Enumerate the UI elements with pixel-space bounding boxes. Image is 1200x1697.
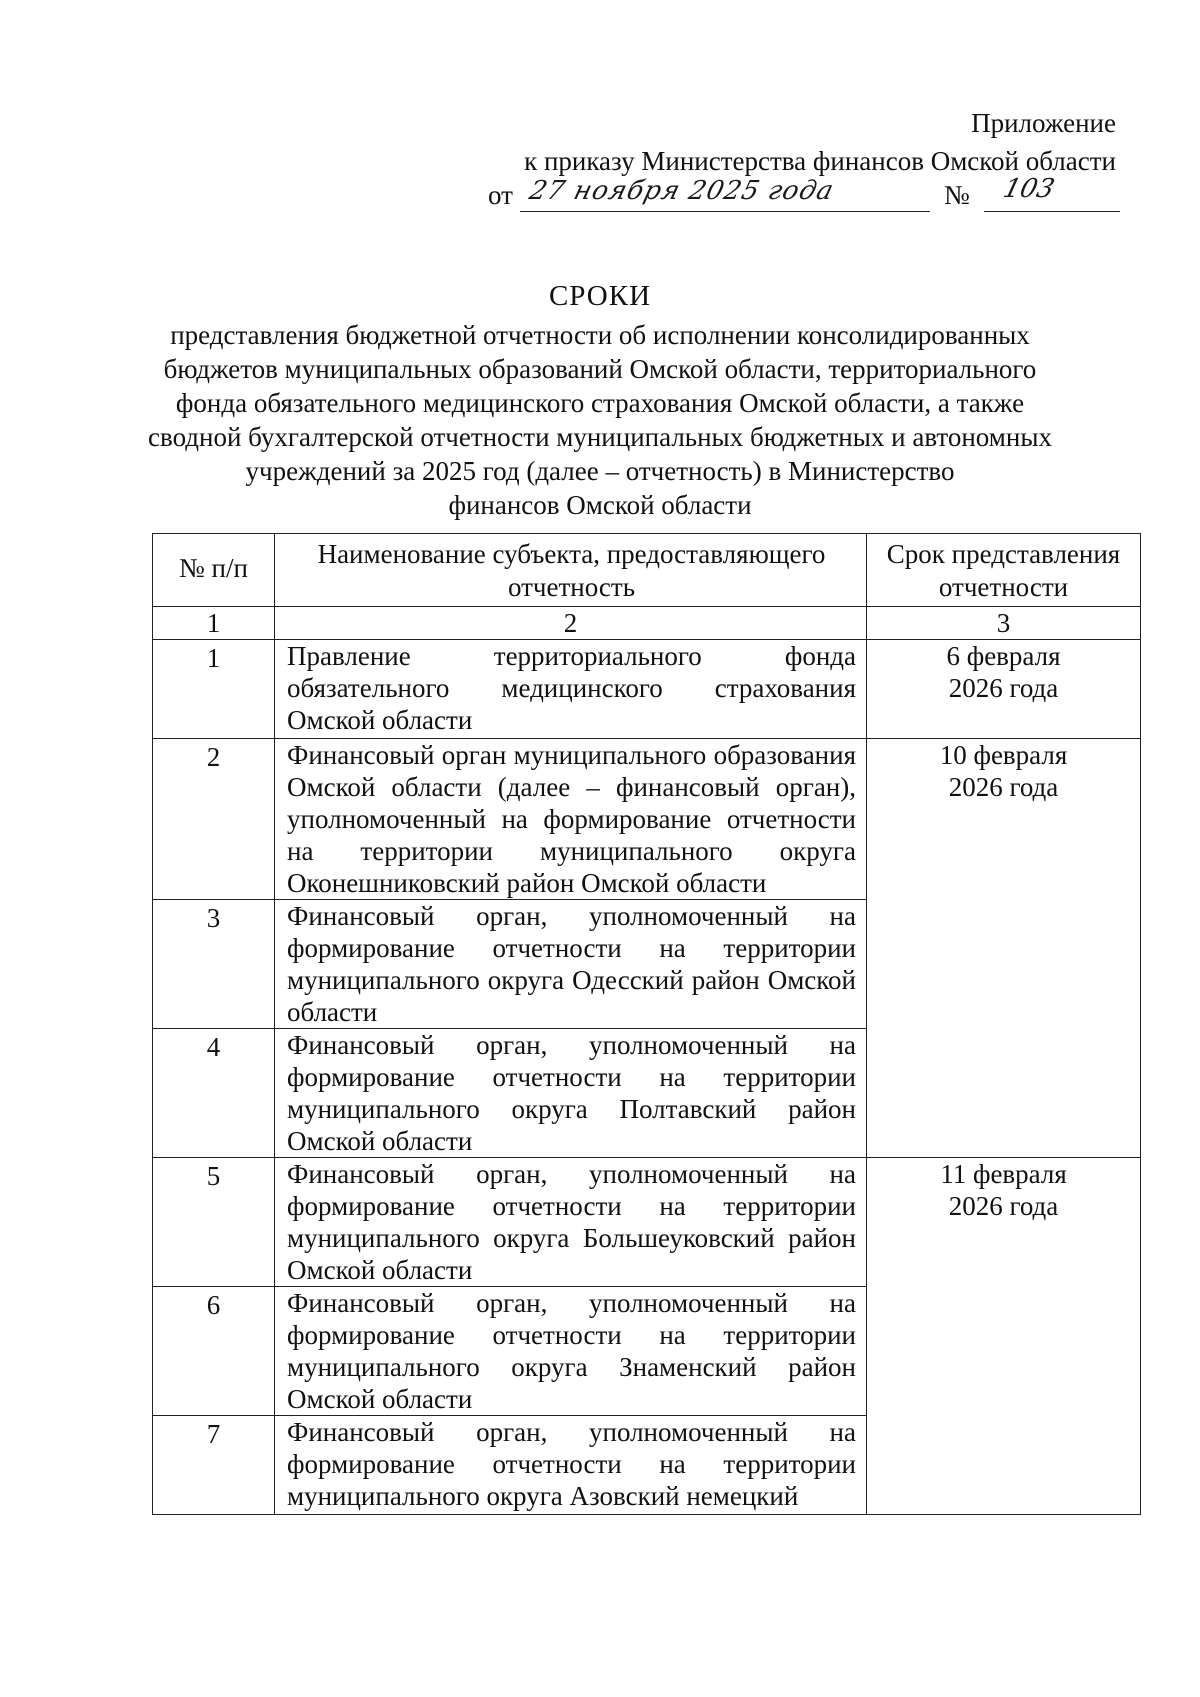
row-num: 1 xyxy=(153,640,275,739)
row-num: 4 xyxy=(153,1029,275,1158)
column-number: 3 xyxy=(867,607,1141,640)
subtitle-line: бюджетов муниципальных образований Омской области, территориального xyxy=(163,354,1037,384)
row-name: Финансовый орган, уполномоченный на формирование отчетности на территории муниципального округа Одесский район Омской области xyxy=(275,900,867,1029)
column-number: 2 xyxy=(275,607,867,640)
date-underline xyxy=(520,211,930,212)
deadline-date: 10 февраля xyxy=(939,740,1068,770)
deadline-cell xyxy=(867,1158,1141,1515)
appendix-order-ref: к приказу Министерства финансов Омской области xyxy=(524,146,1116,176)
subtitle-line: фонда обязательного медицинского страхования Омской области, а также xyxy=(175,388,1025,418)
subtitle-line: сводной бухгалтерской отчетности муниципальных бюджетных и автономных xyxy=(148,422,1052,452)
row-num: 7 xyxy=(153,1416,275,1515)
number-underline xyxy=(984,211,1120,212)
table-header-row xyxy=(153,534,1141,607)
deadline-year: 2026 года xyxy=(948,673,1059,703)
row-name: Финансовый орган, уполномоченный на формирование отчетности на территории муниципального округа Большеуковский район Омской области xyxy=(275,1158,867,1287)
deadlines-table xyxy=(152,533,1141,1515)
subtitle-line: финансов Омской области xyxy=(448,490,752,520)
row-name: Финансовый орган муниципального образования Омской области (далее – финансовый орган), уполномоченный на формирование отчетности на территории муниципального округа Оконешниковский район Омской области xyxy=(275,739,867,900)
header-deadline: Срок представления отчетности xyxy=(867,534,1141,607)
deadline-date: 11 февраля xyxy=(940,1159,1067,1189)
appendix-block xyxy=(524,104,1116,180)
column-numbers-row xyxy=(153,607,1141,640)
row-num: 2 xyxy=(153,739,275,900)
header-num: № п/п xyxy=(153,534,275,607)
row-name: Финансовый орган, уполномоченный на формирование отчетности на территории муниципального округа Азовский немецкий xyxy=(275,1416,867,1515)
table-row xyxy=(153,739,1141,900)
deadline-cell xyxy=(867,739,1141,1158)
row-name: Правление территориального фонда обязательного медицинского страхования Омской области xyxy=(275,640,867,739)
table-row xyxy=(153,1158,1141,1287)
row-name: Финансовый орган, уполномоченный на формирование отчетности на территории муниципального округа Полтавский район Омской области xyxy=(275,1029,867,1158)
appendix-title: Приложение xyxy=(971,108,1116,138)
subtitle-line: представления бюджетной отчетности об исполнении консолидированных xyxy=(170,320,1030,350)
document-heading xyxy=(100,276,1100,522)
subtitle-line: учреждений за 2025 год (далее – отчетность) в Министерство xyxy=(245,456,955,486)
order-date-number-line xyxy=(488,170,1120,210)
deadline-year: 2026 года xyxy=(948,1191,1059,1221)
row-num: 3 xyxy=(153,900,275,1029)
date-prefix: от xyxy=(488,180,513,210)
number-prefix: № xyxy=(944,180,970,210)
header-name: Наименование субъекта, предоставляющего отчетность xyxy=(275,534,867,607)
handwritten-date: 27 ноября 2025 года xyxy=(526,176,838,206)
table-row xyxy=(153,640,1141,739)
deadline-date: 6 февраля xyxy=(946,641,1061,671)
document-subtitle xyxy=(100,318,1100,522)
document-title: СРОКИ xyxy=(548,280,652,312)
row-name: Финансовый орган, уполномоченный на формирование отчетности на территории муниципального округа Знаменский район Омской области xyxy=(275,1287,867,1416)
row-num: 5 xyxy=(153,1158,275,1287)
deadline-year: 2026 года xyxy=(948,772,1059,802)
handwritten-number: 103 xyxy=(1000,174,1058,204)
column-number: 1 xyxy=(153,607,275,640)
deadline-cell xyxy=(867,640,1141,739)
row-num: 6 xyxy=(153,1287,275,1416)
